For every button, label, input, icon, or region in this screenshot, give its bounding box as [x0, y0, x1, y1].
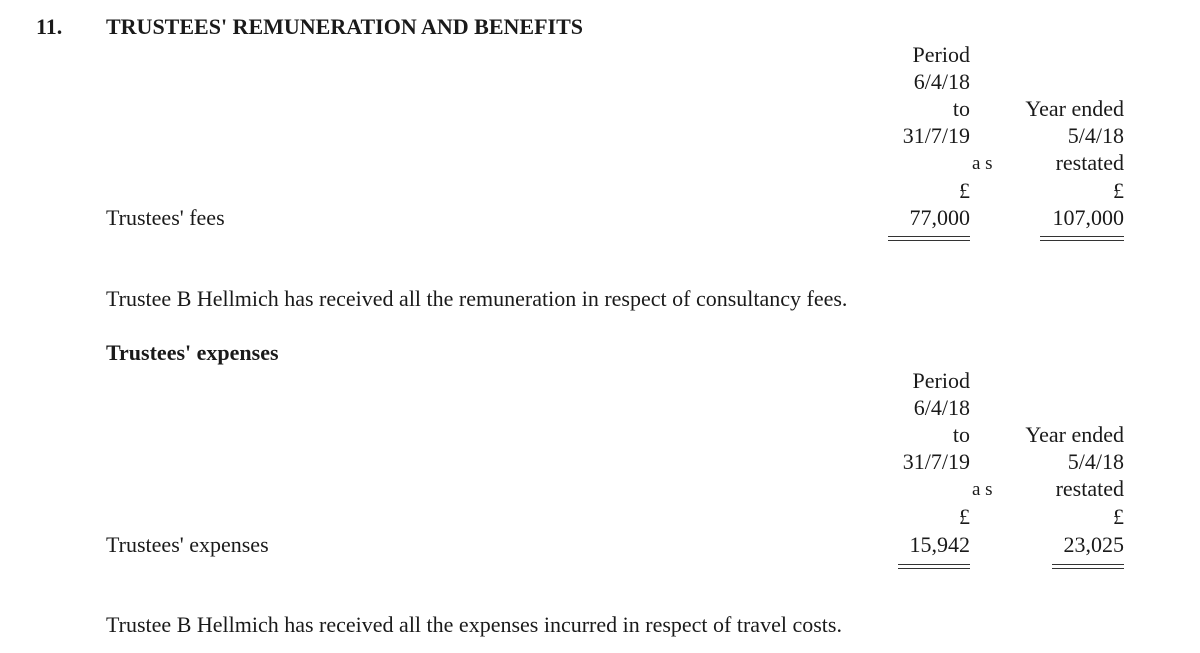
- expenses-col1-currency: £: [959, 504, 970, 529]
- fees-col1-value: 77,000: [909, 205, 970, 230]
- expenses-col1-header-2: 6/4/18: [913, 395, 970, 420]
- expenses-col2-value: 23,025: [1063, 532, 1124, 557]
- expenses-note: Trustee B Hellmich has received all the expenses incurred in respect of travel costs.: [106, 612, 842, 637]
- expenses-heading: Trustees' expenses: [106, 340, 279, 365]
- fees-col1-double-underline: [888, 236, 970, 241]
- fees-col1-header-3: to: [952, 96, 970, 121]
- fees-note: Trustee B Hellmich has received all the remuneration in respect of consultancy fees.: [106, 286, 848, 311]
- expenses-col1-header-1: Period: [912, 368, 970, 393]
- expenses-col1-header-3: to: [952, 422, 970, 447]
- expenses-row-label: Trustees' expenses: [106, 532, 269, 557]
- expenses-col2-header-3: restated: [1055, 476, 1124, 501]
- fees-col2-header-2: 5/4/18: [1067, 123, 1124, 148]
- expenses-col2-currency: £: [1113, 504, 1124, 529]
- fees-col1-header-2: 6/4/18: [913, 69, 970, 94]
- fees-col2-value: 107,000: [1052, 205, 1124, 230]
- note-number: 11.: [36, 14, 63, 39]
- fees-col2-header-3: restated: [1055, 150, 1124, 175]
- expenses-col1-double-underline: [898, 564, 970, 569]
- fees-col2-currency: £: [1113, 178, 1124, 203]
- expenses-as-mark: a s: [972, 479, 993, 500]
- expenses-col1-header-4: 31/7/19: [902, 449, 970, 474]
- fees-col1-currency: £: [959, 178, 970, 203]
- expenses-col2-header-1: Year ended: [1025, 422, 1124, 447]
- fees-col2-double-underline: [1040, 236, 1124, 241]
- fees-row-label: Trustees' fees: [106, 205, 225, 230]
- expenses-col1-value: 15,942: [909, 532, 970, 557]
- section-title: TRUSTEES' REMUNERATION AND BENEFITS: [106, 14, 583, 39]
- fees-col2-header-1: Year ended: [1025, 96, 1124, 121]
- expenses-col2-double-underline: [1052, 564, 1124, 569]
- fees-col1-header-4: 31/7/19: [902, 123, 970, 148]
- expenses-col2-header-2: 5/4/18: [1067, 449, 1124, 474]
- fees-col1-header-1: Period: [912, 42, 970, 67]
- fees-as-mark: a s: [972, 153, 993, 174]
